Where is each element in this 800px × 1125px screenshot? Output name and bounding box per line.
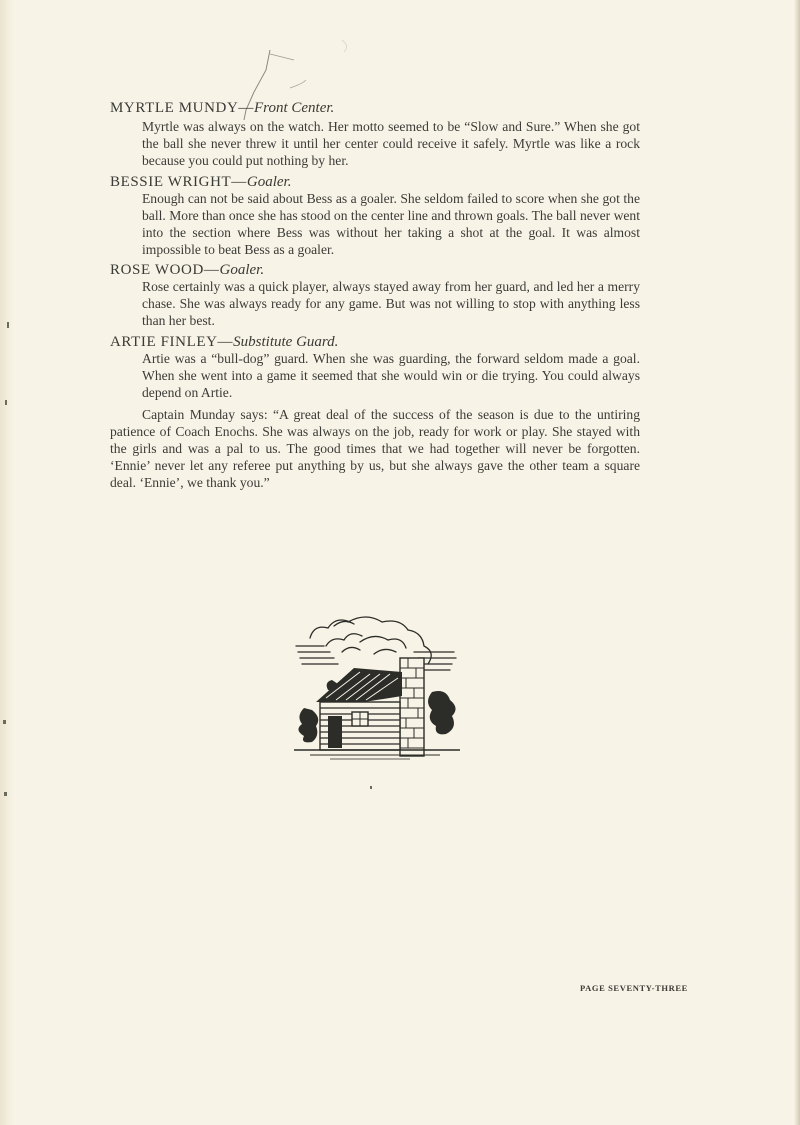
dash: — — [238, 100, 254, 116]
player-role: Front Center. — [254, 100, 335, 116]
entry-text-rose: Rose certainly was a quick player, always stayed away from her guard, and led her a merry chase. She was always ready for any game. But was not willing to stop with anything less than her best. — [142, 279, 640, 328]
dash: — — [217, 334, 234, 350]
speck — [3, 720, 6, 724]
player-name: ROSE WOOD — [110, 262, 204, 278]
player-name: ARTIE FINLEY — [110, 334, 218, 350]
log-cabin-icon — [290, 612, 465, 762]
player-role: Goaler. — [219, 262, 265, 278]
player-role: Goaler. — [246, 174, 292, 190]
speck — [370, 786, 372, 789]
captain-quote: Captain Munday says: “A great deal of the success of the season is due to the untiring patience of Coach Enochs. She was always on the job, ready for work or play. She stayed with the girls and was a pal to us. The good times that we had together will never be forgotten. ‘Ennie’ never let any referee put anything by us, but she always gave the other team a square deal. ‘Ennie’, we thank you.” — [110, 407, 640, 490]
speck — [5, 400, 7, 405]
dash: — — [203, 262, 220, 278]
entry-text-bessie: Enough can not be said about Bess as a goaler. She seldom failed to score when she got the ball. More than once she has stood on the center line and thrown goals. The ball never went into the section where Bess was without her taking a shot at the goal. It was almost impossible to beat Bess as a goaler. — [142, 191, 640, 257]
dash: — — [231, 174, 247, 190]
page-edge-right — [794, 0, 800, 1125]
page-number: PAGE SEVENTY-THREE — [580, 983, 688, 993]
entry-text-artie: Artie was a “bull-dog” guard. When she was guarding, the forward seldom made a goal. When she went into a game it seemed that she would win or die trying. You could always depend on Artie. — [142, 351, 640, 400]
player-role: Substitute Guard. — [233, 334, 339, 350]
page-edge-left — [0, 0, 14, 1125]
player-name: BESSIE WRIGHT — [110, 174, 232, 190]
speck — [7, 322, 9, 328]
entry-heading-artie — [110, 334, 338, 351]
entry-heading-myrtle — [110, 100, 334, 117]
entry-heading-bessie — [110, 174, 291, 191]
entry-heading-rose — [110, 262, 264, 279]
speck — [4, 792, 7, 796]
player-name: MYRTLE MUNDY — [110, 100, 239, 116]
entry-text-myrtle: Myrtle was always on the watch. Her motto seemed to be “Slow and Sure.” When she got the ball she never threw it until her center could receive it safely. Myrtle was like a rock because you could put nothing by her. — [142, 119, 640, 168]
